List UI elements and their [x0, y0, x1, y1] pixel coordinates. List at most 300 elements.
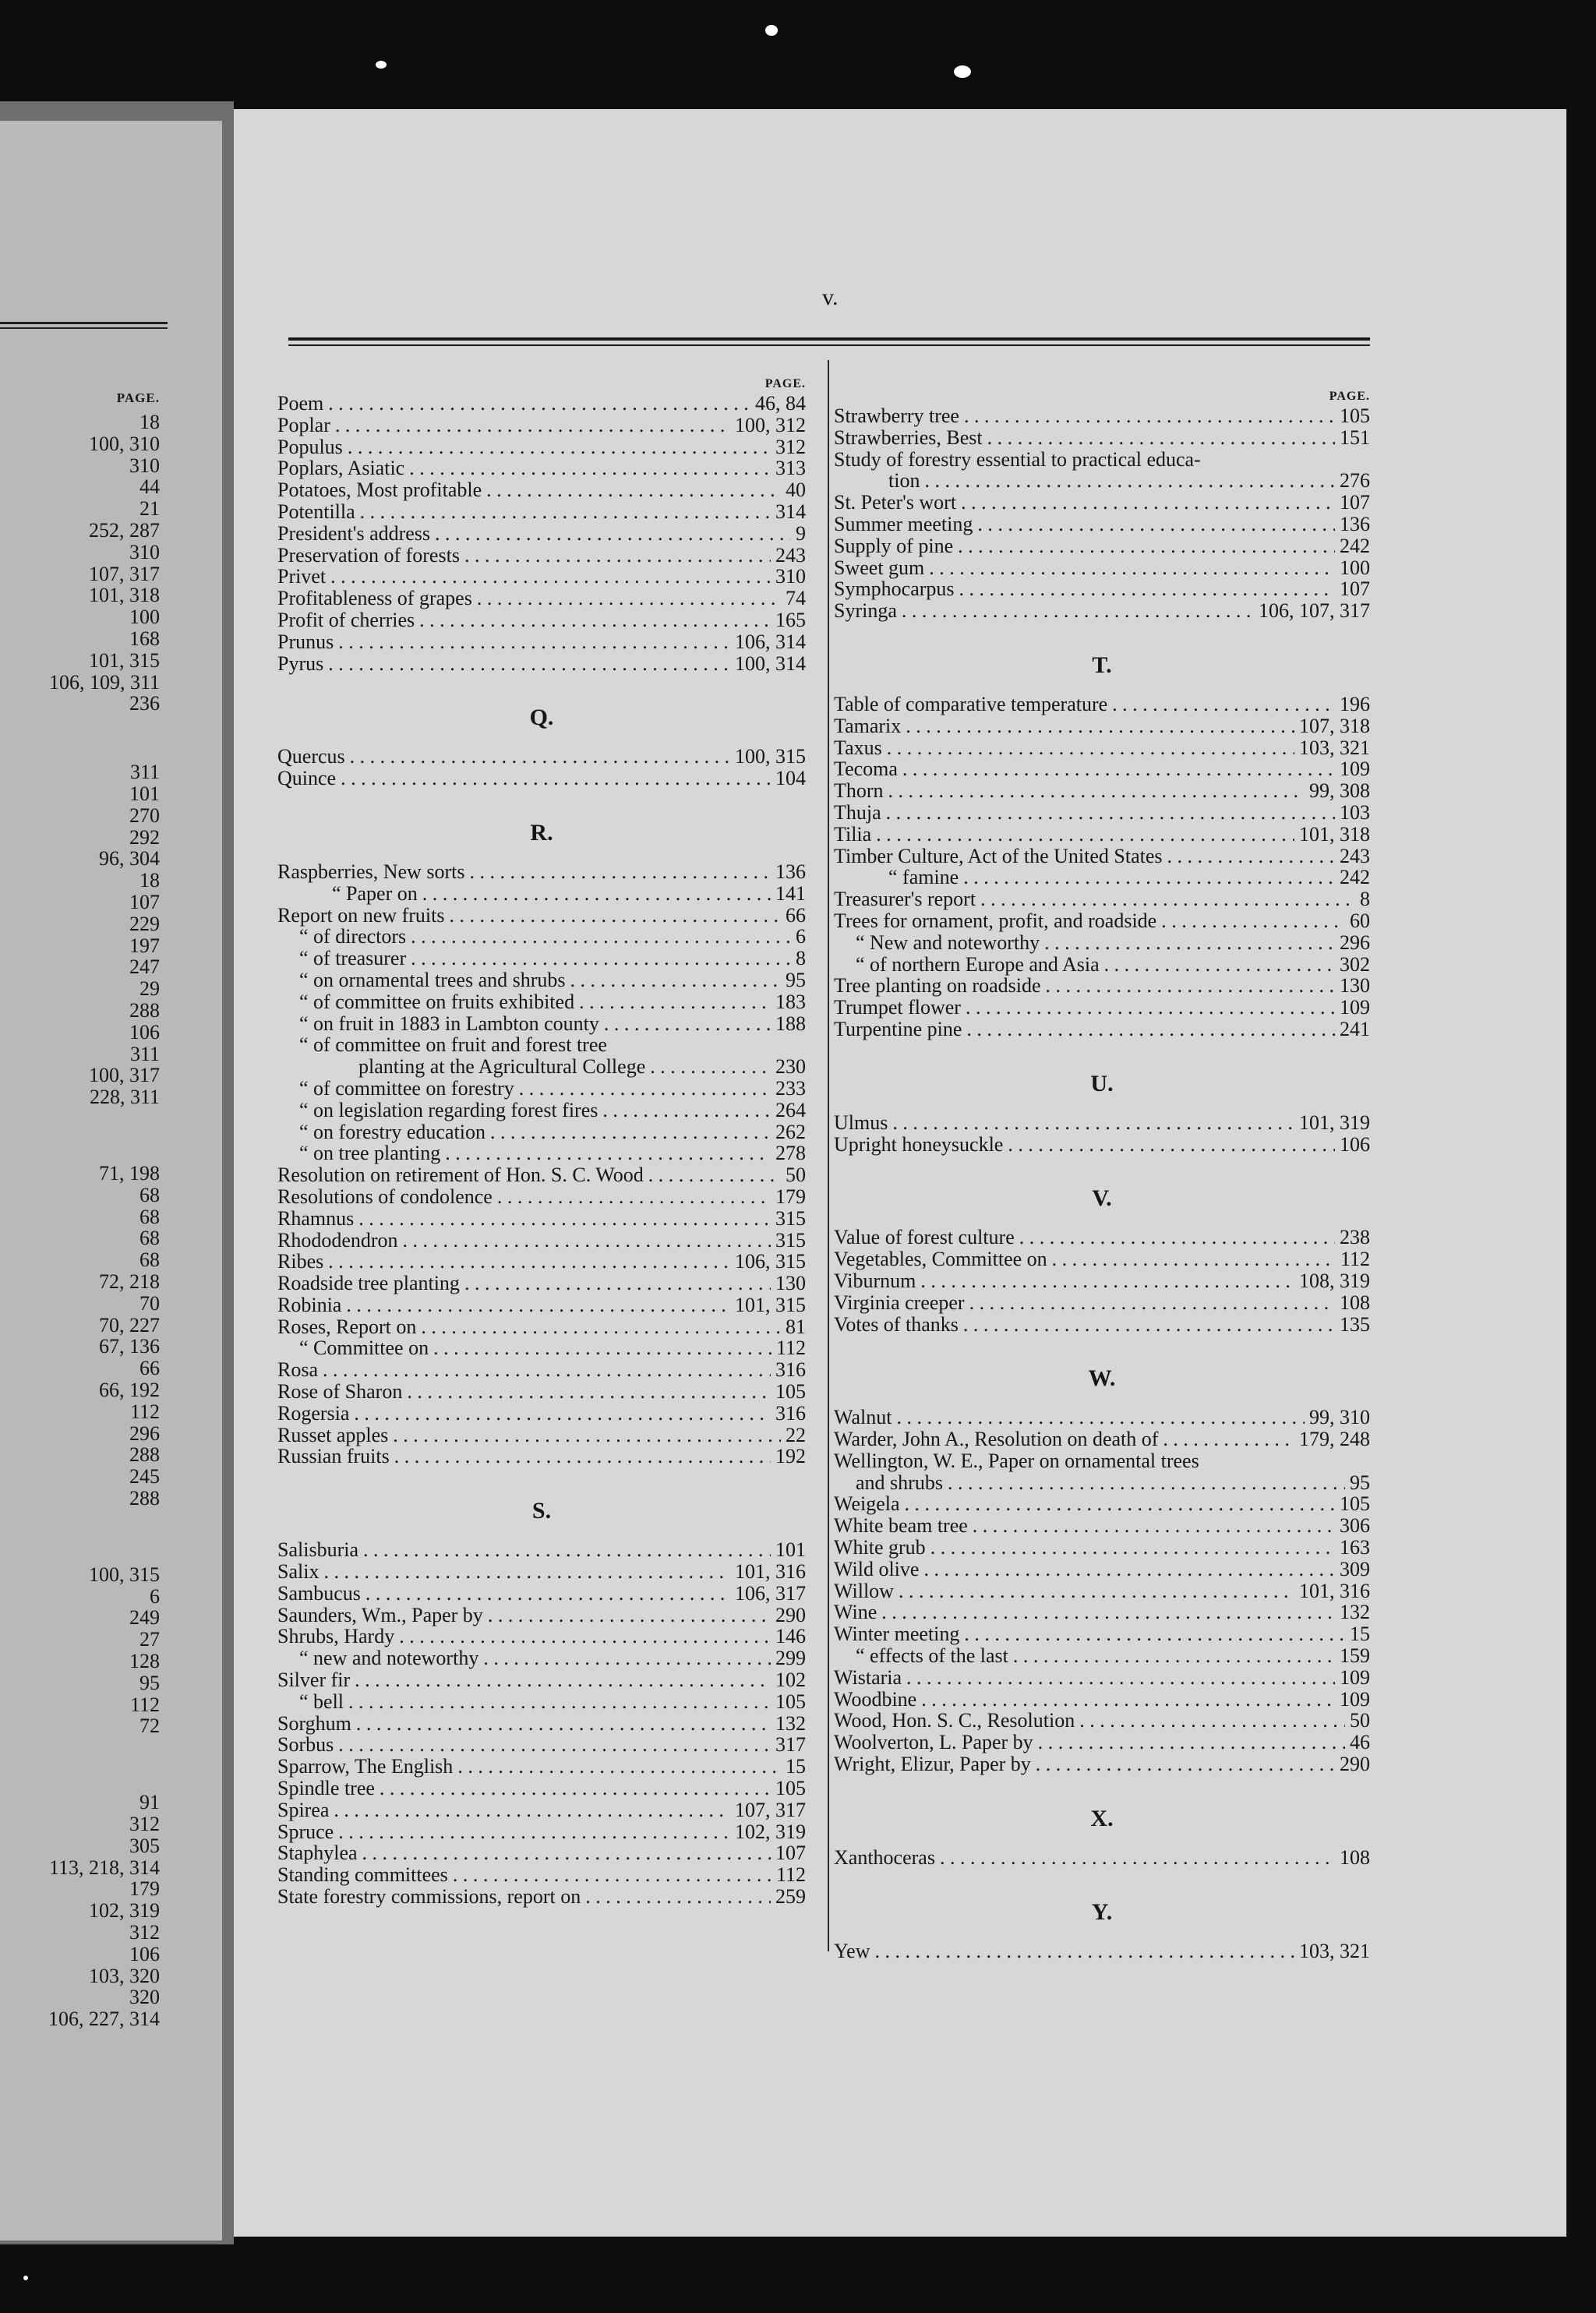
entry-label: Report on new fruits [277, 903, 445, 927]
entry-label: Ribes [277, 1250, 324, 1273]
entry-page-number: 314 [775, 500, 806, 523]
left-page-number: 72, 218 [99, 1270, 160, 1293]
entry-label: State forestry commissions, report on [277, 1885, 581, 1909]
entry-page-number: 290 [775, 1603, 806, 1626]
index-entry [277, 436, 806, 458]
index-entry [277, 1446, 806, 1467]
dot-leader [328, 393, 750, 415]
index-entry [277, 1337, 806, 1359]
dust-speck [765, 25, 778, 36]
section-letter-heading: S. [531, 1498, 552, 1524]
left-page-number: 100 [129, 606, 160, 629]
index-entry [277, 1164, 806, 1186]
index-entry [834, 932, 1370, 954]
left-page-number: 228, 311 [89, 1086, 160, 1109]
dot-leader [923, 1559, 1335, 1580]
section-letter-heading: R. [530, 819, 553, 846]
left-page-number: 21 [139, 497, 160, 521]
index-entry [834, 1314, 1370, 1336]
index-entry [834, 737, 1370, 759]
dot-leader [604, 1013, 771, 1035]
index-entry [834, 470, 1370, 492]
index-entry [277, 926, 806, 948]
left-page-number: 68 [139, 1183, 160, 1206]
dot-leader [348, 436, 771, 458]
left-page-number: 310 [129, 540, 160, 563]
dot-leader [648, 1164, 781, 1186]
entry-page-number: 310 [775, 565, 806, 588]
index-entry [834, 405, 1370, 427]
entry-label: Woolverton, L. Paper by [834, 1731, 1033, 1754]
index-entry [277, 1669, 806, 1691]
entry-label: Sweet gum [834, 556, 925, 579]
entry-label: Poem [277, 392, 324, 415]
dot-leader [930, 1537, 1335, 1559]
index-entry [277, 1056, 806, 1078]
entry-page-number: 102 [775, 1669, 806, 1692]
dot-leader [411, 926, 791, 948]
index-entry [834, 1847, 1370, 1869]
entry-label: “ on ornamental trees and shrubs [299, 968, 566, 991]
index-entry [277, 609, 806, 631]
dot-leader [435, 523, 791, 545]
index-entry [277, 653, 806, 675]
entry-label: “ of northern Europe and Asia [856, 952, 1100, 976]
index-entry [277, 1121, 806, 1143]
index-entry [277, 1100, 806, 1121]
index-entry [834, 1753, 1370, 1775]
entry-label: Trumpet flower [834, 996, 961, 1019]
entry-page-number: 165 [775, 608, 806, 631]
entry-label: Strawberries, Best [834, 426, 983, 449]
left-page-number: 270 [129, 803, 160, 827]
dot-leader [899, 1580, 1294, 1602]
dot-leader [585, 1886, 771, 1908]
left-page-number: 179 [129, 1877, 160, 1901]
left-page-number: 66 [139, 1357, 160, 1380]
dot-leader [346, 1294, 730, 1316]
dot-leader [394, 1446, 771, 1467]
dot-leader [1019, 1227, 1335, 1248]
index-entry [834, 1940, 1370, 1962]
entry-page-number: 315 [775, 1228, 806, 1252]
index-entry [277, 1186, 806, 1208]
entry-label: “ of committee on fruit and forest tree [299, 1033, 607, 1057]
entry-page-number: 192 [775, 1445, 806, 1468]
dot-leader [902, 600, 1254, 622]
entry-page-number: 109 [1340, 996, 1370, 1019]
index-entry [277, 905, 806, 927]
dot-leader [650, 1056, 771, 1078]
entry-page-number: 109 [1340, 1687, 1370, 1711]
left-page-number: 103, 320 [89, 1964, 160, 1987]
index-entry [277, 457, 806, 479]
entry-page-number: 259 [775, 1885, 806, 1909]
index-entry [834, 715, 1370, 737]
index-entry [277, 1821, 806, 1843]
dot-leader [1046, 975, 1336, 997]
dot-leader [920, 1270, 1294, 1292]
dot-leader [876, 824, 1294, 846]
dot-leader [963, 867, 1335, 888]
entry-label: Yew [834, 1939, 870, 1962]
index-entry [834, 1112, 1370, 1134]
dot-leader [963, 1314, 1335, 1336]
entry-label: Tecoma [834, 757, 898, 781]
entry-label: Poplars, Asiatic [277, 457, 405, 480]
dot-leader [469, 861, 771, 883]
index-entry [277, 1691, 806, 1713]
entry-label: Thorn [834, 779, 884, 803]
entry-label: “ New and noteworthy [856, 930, 1040, 954]
entry-page-number: 101 [775, 1538, 806, 1562]
dot-leader [969, 1292, 1335, 1314]
index-entry [834, 1270, 1370, 1292]
dot-leader [881, 1601, 1335, 1623]
entry-label: Sorbus [277, 1733, 334, 1757]
entry-label: Wistaria [834, 1665, 902, 1689]
page-folio: v. [822, 284, 839, 310]
entry-label: Upright honeysuckle [834, 1132, 1004, 1156]
index-entry [277, 1561, 806, 1583]
entry-page-number: 101, 315 [735, 1293, 806, 1316]
entry-page-number: 22 [786, 1423, 806, 1446]
column-divider [828, 360, 829, 1951]
index-entry [834, 1407, 1370, 1428]
entry-page-number: 109 [1340, 757, 1370, 781]
index-entry [277, 1013, 806, 1035]
entry-label: “ of directors [299, 925, 407, 948]
left-page-number: 247 [129, 955, 160, 979]
dot-leader [490, 1121, 771, 1143]
dot-leader [886, 802, 1335, 824]
index-entry [834, 1472, 1370, 1494]
dot-leader [411, 948, 791, 969]
top-double-rule [288, 337, 1370, 341]
index-entry [277, 1208, 806, 1230]
top-thin-rule [288, 344, 1370, 346]
dot-leader [888, 780, 1305, 802]
entry-page-number: 102, 319 [735, 1820, 806, 1843]
dot-leader [328, 1251, 730, 1273]
dot-leader [1163, 1428, 1294, 1450]
entry-page-number: 107, 318 [1299, 714, 1370, 737]
dot-leader [921, 1689, 1335, 1711]
section-letter-heading: Y. [1091, 1898, 1113, 1925]
dot-leader [350, 746, 730, 768]
dot-leader [902, 758, 1335, 780]
left-page-rule [0, 322, 168, 324]
index-entry [277, 588, 806, 609]
entry-page-number: 103, 321 [1299, 736, 1370, 759]
left-page-rule-thin [0, 327, 168, 329]
entry-page-number: 130 [1340, 974, 1370, 998]
entry-page-number: 8 [1360, 888, 1370, 911]
entry-label: Vegetables, Committee on [834, 1248, 1047, 1271]
dot-leader [1013, 1645, 1335, 1667]
dot-leader [1167, 846, 1336, 867]
section-letter-heading: T. [1092, 652, 1112, 678]
entry-page-number: 132 [775, 1711, 806, 1735]
entry-page-number: 242 [1340, 866, 1370, 889]
index-entry [834, 492, 1370, 514]
left-page-heading: PAGE. [116, 390, 160, 405]
entry-label: Treasurer's report [834, 888, 976, 911]
entry-page-number: 179 [775, 1185, 806, 1208]
entry-label: White grub [834, 1536, 926, 1559]
index-entry [834, 975, 1370, 997]
entry-page-number: 66 [786, 903, 806, 927]
index-entry [277, 948, 806, 969]
entry-page-number: 163 [1340, 1536, 1370, 1559]
entry-label: St. Peter's wort [834, 491, 957, 514]
entry-page-number: 100, 312 [735, 413, 806, 436]
entry-label: Willow [834, 1579, 894, 1602]
dot-leader [906, 715, 1294, 737]
entry-page-number: 242 [1340, 534, 1370, 557]
entry-label: “ famine [888, 866, 959, 889]
entry-label: Saunders, Wm., Paper by [277, 1603, 483, 1626]
dot-leader [958, 535, 1335, 557]
entry-label: “ Committee on [299, 1337, 429, 1360]
dot-leader [987, 427, 1335, 449]
left-page-number: 320 [129, 1986, 160, 2009]
entry-label: Study of forestry essential to practical educa- [834, 447, 1201, 471]
entry-label: White beam tree [834, 1514, 968, 1538]
entry-page-number: 46, 84 [755, 392, 806, 415]
entry-page-number: 151 [1340, 426, 1370, 449]
dot-leader [486, 479, 781, 501]
entry-label: Wood, Hon. S. C., Resolution [834, 1709, 1075, 1732]
dot-leader [334, 1799, 730, 1821]
left-page-number: 106, 227, 314 [48, 2008, 160, 2031]
dot-leader [362, 1842, 771, 1864]
index-entry [277, 1539, 806, 1561]
dot-leader [892, 1112, 1294, 1134]
index-entry [277, 1778, 806, 1799]
section-letter-heading: U. [1090, 1070, 1114, 1096]
entry-label: Spruce [277, 1820, 334, 1843]
entry-page-number: 107 [775, 1842, 806, 1865]
index-entry [277, 746, 806, 768]
left-page-number: 95 [139, 1671, 160, 1694]
entry-page-number: 108 [1340, 1291, 1370, 1314]
dot-leader [961, 492, 1335, 514]
index-entry [277, 1864, 806, 1886]
left-page-number: 68 [139, 1248, 160, 1272]
dot-leader [356, 1713, 771, 1735]
dot-leader [399, 1626, 771, 1647]
index-entry [834, 1227, 1370, 1248]
index-entry [277, 1316, 806, 1338]
entry-label: Wellington, W. E., Paper on ornamental trees [834, 1449, 1199, 1472]
entry-label: Roses, Report on [277, 1315, 417, 1338]
entry-page-number: 100 [1340, 556, 1370, 579]
entry-label: “ new and noteworthy [299, 1647, 479, 1670]
left-page-number: 18 [139, 869, 160, 892]
entry-label: Spindle tree [277, 1777, 375, 1800]
entry-label: Profit of cherries [277, 608, 415, 631]
left-page-number: 113, 218, 314 [48, 1856, 160, 1879]
index-entry [277, 969, 806, 991]
dot-leader [1052, 1248, 1336, 1270]
dot-leader [323, 1359, 771, 1381]
entry-page-number: 107 [1340, 577, 1370, 601]
dot-leader [449, 905, 781, 927]
entry-label: Rhododendron [277, 1228, 398, 1252]
entry-page-number: 99, 308 [1309, 779, 1370, 803]
dot-leader [1161, 910, 1345, 932]
entry-page-number: 105 [1340, 404, 1370, 427]
entry-page-number: 107 [1340, 491, 1370, 514]
index-entry [834, 694, 1370, 715]
dot-leader [433, 1337, 772, 1359]
left-page-number: 249 [129, 1606, 160, 1630]
entry-page-number: 312 [775, 435, 806, 458]
left-page-number: 70 [139, 1291, 160, 1315]
dot-leader [980, 888, 1355, 910]
entry-label: Roadside tree planting [277, 1272, 460, 1295]
entry-page-number: 159 [1340, 1644, 1370, 1668]
dot-leader [403, 1230, 771, 1252]
dot-leader [940, 1847, 1335, 1869]
entry-label: Russet apples [277, 1423, 389, 1446]
left-page-number: 106, 109, 311 [48, 670, 160, 694]
entry-label: Preservation of forests [277, 543, 460, 567]
index-entry [834, 1732, 1370, 1753]
entry-page-number: 8 [796, 947, 806, 970]
entry-label: Symphocarpus [834, 577, 955, 601]
entry-page-number: 130 [775, 1272, 806, 1295]
index-entry [834, 758, 1370, 780]
index-entry [277, 545, 806, 567]
dot-leader [579, 991, 771, 1013]
index-entry [834, 846, 1370, 867]
dot-leader [906, 1667, 1335, 1689]
entry-label: Woodbine [834, 1687, 917, 1711]
entry-page-number: 101, 318 [1299, 822, 1370, 846]
entry-page-number: 74 [786, 587, 806, 610]
dot-leader [1036, 1753, 1335, 1775]
entry-label: President's address [277, 521, 431, 545]
entry-page-number: 106, 107, 317 [1259, 599, 1370, 623]
entry-label: Syringa [834, 599, 897, 623]
entry-page-number: 40 [786, 478, 806, 502]
entry-page-number: 136 [1340, 512, 1370, 535]
dust-speck [376, 61, 387, 69]
entry-label: Quince [277, 767, 337, 790]
index-entry [834, 514, 1370, 535]
left-page-number: 107 [129, 891, 160, 913]
entry-page-number: 108, 319 [1299, 1269, 1370, 1292]
dot-leader [483, 1647, 771, 1669]
index-entry [277, 1886, 806, 1908]
dot-leader [1104, 954, 1335, 976]
entry-label: Turpentine pine [834, 1017, 962, 1040]
index-entry [277, 566, 806, 588]
index-entry [277, 501, 806, 523]
entry-label: Trees for ornament, profit, and roadside [834, 909, 1157, 932]
entry-page-number: 104 [775, 767, 806, 790]
left-page-number: 27 [139, 1628, 160, 1651]
index-entry [277, 991, 806, 1013]
entry-page-number: 306 [1340, 1514, 1370, 1538]
entry-label: Wine [834, 1601, 877, 1624]
section-letter-heading: Q. [529, 704, 554, 731]
entry-page-number: 100, 315 [735, 745, 806, 768]
dot-leader [365, 1583, 730, 1605]
entry-page-number: 106, 317 [735, 1581, 806, 1605]
entry-page-number: 276 [1340, 469, 1370, 493]
entry-label: Salisburia [277, 1538, 358, 1562]
index-entry [277, 631, 806, 653]
index-entry [834, 910, 1370, 932]
dot-leader [409, 457, 771, 479]
section-letter-heading: X. [1090, 1805, 1114, 1831]
index-entry [277, 415, 806, 436]
entry-label: and shrubs [856, 1471, 943, 1494]
entry-page-number: 46 [1350, 1731, 1370, 1754]
index-entry [834, 888, 1370, 910]
entry-page-number: 243 [1340, 844, 1370, 867]
left-page-number: 100, 315 [89, 1563, 160, 1586]
entry-label: Rogersia [277, 1401, 350, 1425]
dot-leader [363, 1539, 771, 1561]
dot-leader [929, 557, 1335, 579]
index-entry [277, 1294, 806, 1316]
entry-label: “ Paper on [332, 881, 418, 905]
dot-leader [445, 1142, 771, 1164]
index-entry [834, 1019, 1370, 1040]
dot-leader [341, 768, 771, 789]
index-entry [834, 1689, 1370, 1711]
dot-leader [497, 1186, 771, 1208]
entry-label: Tilia [834, 822, 872, 846]
entry-label: Privet [277, 565, 327, 588]
index-entry [834, 867, 1370, 888]
entry-page-number: 106, 314 [735, 630, 806, 653]
dot-leader [421, 1316, 781, 1338]
entry-page-number: 112 [775, 1337, 806, 1360]
dot-leader [354, 1403, 771, 1425]
index-entry [277, 1583, 806, 1605]
entry-label: Profitableness of grapes [277, 587, 472, 610]
entry-label: Sparrow, The English [277, 1755, 454, 1778]
entry-label: Weigela [834, 1492, 900, 1516]
dot-leader [457, 1756, 781, 1778]
dot-leader [964, 1623, 1345, 1645]
left-page-number: 100, 310 [89, 432, 160, 455]
entry-page-number: 109 [1340, 1665, 1370, 1689]
left-page-number: 68 [139, 1205, 160, 1228]
entry-page-number: 103 [1340, 800, 1370, 824]
index-entry [277, 1230, 806, 1252]
left-page-number: 67, 136 [99, 1335, 160, 1358]
dot-leader [1008, 1134, 1335, 1156]
entry-page-number: 107, 317 [735, 1798, 806, 1821]
left-page-number: 18 [139, 411, 160, 433]
index-entry [277, 861, 806, 883]
entry-label: Xanthoceras [834, 1845, 935, 1869]
index-entry [277, 523, 806, 545]
page-column-heading: PAGE. [1329, 390, 1370, 403]
left-page-number: 311 [129, 761, 160, 784]
left-page-number: 312 [129, 1813, 160, 1835]
entry-label: Populus [277, 435, 343, 458]
entry-label: Resolution on retirement of Hon. S. C. Wood [277, 1164, 644, 1187]
entry-page-number: 100, 314 [735, 652, 806, 675]
entry-label: Staphylea [277, 1842, 358, 1865]
